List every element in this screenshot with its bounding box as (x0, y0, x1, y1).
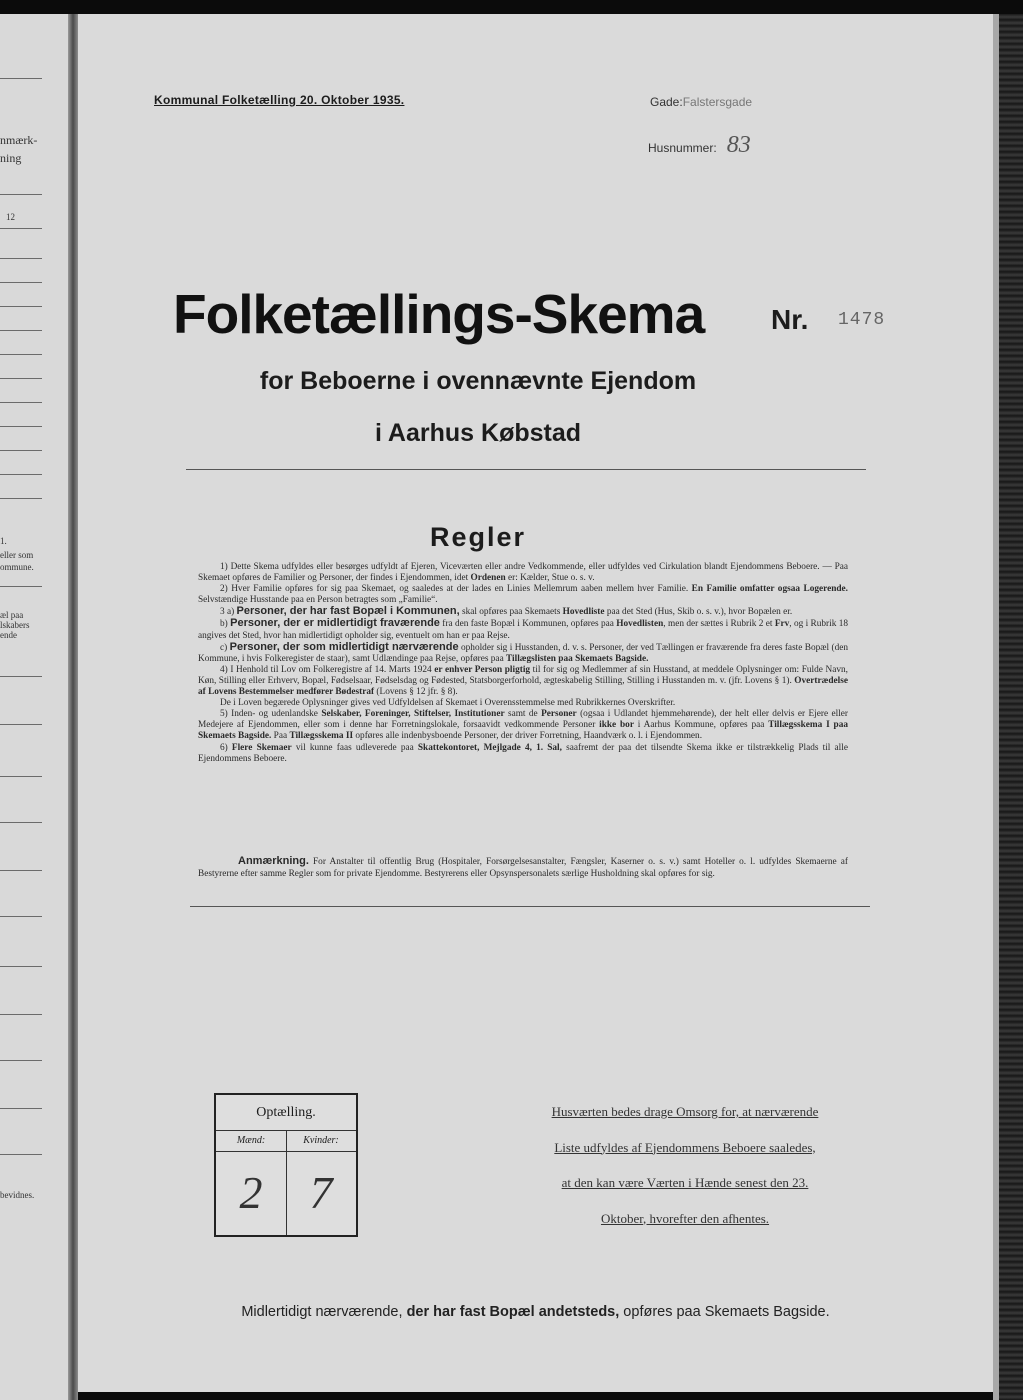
women-label: Kvinder: (286, 1131, 356, 1152)
left-fragment: bevidnes. (0, 1190, 35, 1200)
ruled-line (0, 870, 42, 871)
census-header: Kommunal Folketælling 20. Oktober 1935. (154, 93, 405, 107)
rule-3c: c) Personer, der som midlertidigt nærværende opholder sig i Husstanden, d. v. s. Personer, der ved Tællingen er fraværende fra deres faste Bopæl (den Kommune, i hvis Folkeregister de staar), samt Udlændinge paa Rejse, opføres paa Tillægslisten paa Skemaets Bagside. (198, 640, 849, 664)
house-number-field (648, 132, 751, 159)
ruled-line (0, 450, 42, 451)
census-form-page (78, 14, 993, 1392)
left-fragment: 12 (6, 212, 15, 222)
ruled-line (0, 228, 42, 229)
ruled-line (0, 282, 42, 283)
rule-3b: b) Personer, der er midlertidigt fraværende fra den faste Bopæl i Kommunen, opføres paa Hovedlisten, men der sættes i Rubrik 2 et Frv, og i Rubrik 18 angives det Sted, hvor han midlertidigt opholder sig, eventuelt om han er paa Rejse. (198, 617, 849, 641)
rule-4: 4) I Henhold til Lov om Folkeregistre af 14. Marts 1924 er enhver Person pligtig til for sig og Medlemmer af sin Husstand, at meddele Oplysninger om: Fulde Navn, Køn, Stilling eller Erhverv, Bopæl, Fødselsaar, Fødselsdag og Fødested, Statsborgerforhold, ægteskabelig Stilling, Stilling i Husstanden m. v. (jfr. Lovens § 1). Overtrædelse af Lovens Bestemmelser medfører Bødestraf (Lovens § 12 jfr. § 8). (198, 664, 848, 698)
rule-2: 2) Hver Familie opføres for sig paa Skemaet, og saaledes at der lades en Linies Mellemrum aaben mellem hver Familie. En Familie omfatter ogsaa Logerende. Selvstændige Husstande paa en Person betragtes som „Familie“. (198, 584, 848, 606)
ruled-line (0, 354, 42, 355)
form-subtitle: for Beboerne i ovennævnte Ejendom (259, 367, 697, 395)
street-label: Gade: (650, 95, 683, 109)
street-field (650, 93, 752, 111)
left-fragment: ende (0, 630, 17, 640)
ruled-line (0, 966, 42, 967)
ruled-line (0, 78, 42, 79)
ruled-line (0, 330, 42, 331)
ruled-line (0, 586, 42, 587)
ruled-line (0, 474, 42, 475)
left-fragment: æl paa (0, 610, 24, 620)
host-notice-line: at den kan være Værten i Hænde senest den 23. (561, 1175, 809, 1190)
book-edge (993, 14, 1023, 1400)
men-count: 2 (239, 1167, 263, 1218)
rule-3a: 3 a) Personer, der har fast Bopæl i Kommunen, skal opføres paa Skemaets Hovedliste paa det Sted (Hus, Skib o. s. v.), hvor Bopælen er. (220, 605, 793, 618)
left-fragment: ning (0, 151, 22, 165)
ruled-line (0, 724, 42, 725)
ruled-line (0, 1108, 42, 1109)
footer-text-bold: der har fast Bopæl andetsteds, (406, 1304, 620, 1320)
ruled-line (0, 1014, 42, 1015)
footer-note (78, 1304, 993, 1320)
divider (190, 906, 870, 907)
ruled-line (0, 1154, 42, 1155)
divider (186, 469, 866, 470)
remark-label: Anmærkning. (238, 855, 309, 867)
host-notice-line: Oktober, hvorefter den afhentes. (600, 1210, 770, 1226)
ruled-line (0, 1060, 42, 1061)
women-column (286, 1131, 356, 1235)
rules-heading: Regler (429, 522, 527, 552)
rule-6: 6) Flere Skemaer vil kunne faas udleverede paa Skattekontoret, Mejlgade 4, 1. Sal, saafremt der paa det tilsendte Skema ikke er tilstrækkelig Plads til alle Ejendommens Beboere. (198, 742, 848, 764)
ruled-line (0, 676, 42, 677)
host-notice-line: Liste udfyldes af Ejendommens Beboere saaledes, (554, 1139, 816, 1155)
house-number-value: 83 (726, 132, 751, 158)
ruled-line (0, 498, 42, 499)
form-number-value: 1478 (838, 310, 886, 330)
left-fragment: lskabers (0, 620, 30, 630)
rule-1: 1) Dette Skema udfyldes eller besørges udfyldt af Ejeren, Viceværten eller andre Vedkommende, eller udfyldes ved Cirkulation blandt Ejendommens Beboere. — Paa Skemaet opføres de Familier og Personer, der findes i Ejendommen, idet Ordenen er: Kælder, Stue o. s. v. (198, 562, 848, 584)
ruled-line (0, 306, 42, 307)
rule-4-note: De i Loven begærede Oplysninger gives ved Udfyldelsen af Skemaet i Overensstemmelse med Rubrikkernes Overskrifter. (220, 698, 676, 709)
form-location: i Aarhus Købstad (374, 419, 582, 447)
left-facing-page (0, 14, 72, 1400)
ruled-line (0, 402, 42, 403)
form-number-label: Nr. (771, 304, 809, 335)
left-fragment: eller som (0, 550, 34, 560)
left-fragment: nmærk- (0, 133, 38, 147)
men-label: Mænd: (216, 1131, 286, 1152)
footer-text: opføres paa Skemaets Bagside. (619, 1304, 830, 1320)
men-column (216, 1131, 287, 1235)
rule-5: 5) Inden- og udenlandske Selskaber, Foreninger, Stiftelser, Institutioner samt de Personer (ogsaa i Udlandet hjemmehørende), der helt eller delvis er Ejere eller Medejere af Ejendommen, eller som i denne har Forretningslokale, forsaavidt vedkommende Personer ikke bor i Aarhus Kommune, opføres paa Tillægsskema I paa Skemaets Bagside. Paa Tillægsskema II opføres alle indenbysboende Personer, der driver Forretning, Haandværk o. l. i Ejendommen. (198, 709, 848, 742)
ruled-line (0, 258, 42, 259)
ruled-line (0, 194, 42, 195)
ruled-line (0, 776, 42, 777)
house-number-label: Husnummer: (648, 141, 717, 155)
count-title: Optælling. (216, 1095, 356, 1131)
women-count: 7 (309, 1167, 333, 1218)
ruled-line (0, 822, 42, 823)
footer-text: Midlertidigt nærværende, (241, 1304, 407, 1320)
host-notice-line: Husværten bedes drage Omsorg for, at nærværende (551, 1104, 819, 1119)
count-box (214, 1093, 358, 1237)
left-fragment: ommune. (0, 562, 34, 572)
book-gutter (68, 14, 78, 1400)
ruled-line (0, 426, 42, 427)
form-title: Folketællings-Skema (173, 283, 705, 345)
rules-text (198, 562, 848, 765)
remark-note (198, 856, 848, 880)
host-notice (518, 1094, 852, 1236)
left-fragment: 1. (0, 536, 7, 546)
ruled-line (0, 916, 42, 917)
ruled-line (0, 378, 42, 379)
remark-text: For Anstalter til offentlig Brug (Hospitaler, Forsørgelsesanstalter, Fængsler, Kaserner o. s. v.) samt Hoteller o. l. udfyldes Skemaerne af Bestyrerne efter samme Regler som for private Ejendomme. Bestyrerens eller Opsynspersonalets særlige Husholdning skal opføres for sig. (198, 857, 848, 879)
street-value: Falstersgade (682, 95, 753, 109)
